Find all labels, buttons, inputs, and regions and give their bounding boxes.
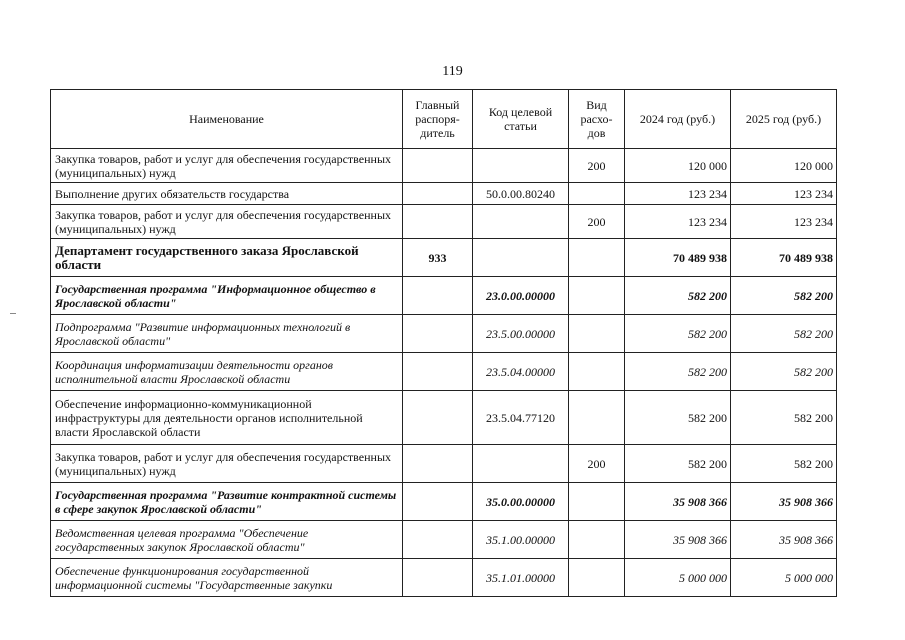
row-amount-2025: 582 200 bbox=[731, 445, 837, 483]
table-header-row bbox=[51, 90, 837, 149]
row-admin bbox=[403, 559, 473, 597]
row-amount-2025: 35 908 366 bbox=[731, 483, 837, 521]
row-code bbox=[473, 205, 569, 239]
row-amount-2025: 5 000 000 bbox=[731, 559, 837, 597]
row-amount-2025: 70 489 938 bbox=[731, 239, 837, 277]
row-amount-2025: 582 200 bbox=[731, 315, 837, 353]
row-name: Обеспечение информационно-коммуникационной инфраструктуры для деятельности органов исполнительной власти Ярославской области bbox=[51, 391, 403, 445]
page-number: 119 bbox=[442, 64, 463, 79]
row-name: Координация информатизации деятельности органов исполнительной власти Ярославской области bbox=[51, 353, 403, 391]
row-kind: 200 bbox=[569, 149, 625, 183]
row-amount-2024: 35 908 366 bbox=[625, 483, 731, 521]
row-code: 23.5.04.00000 bbox=[473, 353, 569, 391]
row-amount-2024: 120 000 bbox=[625, 149, 731, 183]
header-code: Код целевой статьи bbox=[473, 90, 569, 149]
row-name: Закупка товаров, работ и услуг для обеспечения государственных (муниципальных) нужд bbox=[51, 149, 403, 183]
header-2025: 2025 год (руб.) bbox=[731, 90, 837, 149]
row-admin bbox=[403, 277, 473, 315]
row-amount-2024: 582 200 bbox=[625, 277, 731, 315]
row-amount-2024: 582 200 bbox=[625, 445, 731, 483]
header-kind: Вид расхо-дов bbox=[569, 90, 625, 149]
margin-mark bbox=[10, 313, 16, 314]
table-body bbox=[51, 149, 837, 597]
row-name: Закупка товаров, работ и услуг для обеспечения государственных (муниципальных) нужд bbox=[51, 205, 403, 239]
table-row bbox=[51, 445, 837, 483]
row-admin bbox=[403, 205, 473, 239]
row-name: Обеспечение функционирования государственной информационной системы "Государственные закупки bbox=[51, 559, 403, 597]
row-amount-2024: 582 200 bbox=[625, 315, 731, 353]
row-kind bbox=[569, 559, 625, 597]
row-code bbox=[473, 149, 569, 183]
table-row bbox=[51, 205, 837, 239]
row-code: 35.1.01.00000 bbox=[473, 559, 569, 597]
row-amount-2025: 582 200 bbox=[731, 277, 837, 315]
row-amount-2024: 582 200 bbox=[625, 391, 731, 445]
row-name: Выполнение других обязательств государства bbox=[51, 183, 403, 205]
row-kind bbox=[569, 239, 625, 277]
row-kind bbox=[569, 521, 625, 559]
table-row bbox=[51, 391, 837, 445]
row-admin bbox=[403, 315, 473, 353]
row-kind bbox=[569, 183, 625, 205]
table-row bbox=[51, 239, 837, 277]
row-admin bbox=[403, 353, 473, 391]
row-name: Государственная программа "Развитие контрактной системы в сфере закупок Ярославской области" bbox=[51, 483, 403, 521]
row-amount-2025: 120 000 bbox=[731, 149, 837, 183]
row-kind: 200 bbox=[569, 445, 625, 483]
row-name: Закупка товаров, работ и услуг для обеспечения государственных (муниципальных) нужд bbox=[51, 445, 403, 483]
table-row bbox=[51, 277, 837, 315]
row-amount-2025: 35 908 366 bbox=[731, 521, 837, 559]
row-kind bbox=[569, 353, 625, 391]
row-admin bbox=[403, 483, 473, 521]
row-kind bbox=[569, 315, 625, 353]
row-amount-2024: 70 489 938 bbox=[625, 239, 731, 277]
row-name: Подпрограмма "Развитие информационных технологий в Ярославской области" bbox=[51, 315, 403, 353]
row-amount-2024: 35 908 366 bbox=[625, 521, 731, 559]
row-admin bbox=[403, 445, 473, 483]
table-row bbox=[51, 483, 837, 521]
table-row bbox=[51, 353, 837, 391]
row-kind: 200 bbox=[569, 205, 625, 239]
row-code bbox=[473, 445, 569, 483]
row-code: 35.1.00.00000 bbox=[473, 521, 569, 559]
table-row bbox=[51, 521, 837, 559]
row-admin bbox=[403, 521, 473, 559]
row-kind bbox=[569, 277, 625, 315]
row-amount-2024: 582 200 bbox=[625, 353, 731, 391]
row-amount-2025: 123 234 bbox=[731, 183, 837, 205]
row-name: Департамент государственного заказа Ярославской области bbox=[51, 239, 403, 277]
row-kind bbox=[569, 483, 625, 521]
table-row bbox=[51, 149, 837, 183]
row-code: 50.0.00.80240 bbox=[473, 183, 569, 205]
row-admin bbox=[403, 149, 473, 183]
table-row bbox=[51, 183, 837, 205]
row-amount-2025: 582 200 bbox=[731, 353, 837, 391]
row-name: Государственная программа "Информационное общество в Ярославской области" bbox=[51, 277, 403, 315]
row-admin bbox=[403, 391, 473, 445]
header-admin: Главный распоря-дитель bbox=[403, 90, 473, 149]
row-admin bbox=[403, 183, 473, 205]
header-2024: 2024 год (руб.) bbox=[625, 90, 731, 149]
row-kind bbox=[569, 391, 625, 445]
row-code: 35.0.00.00000 bbox=[473, 483, 569, 521]
row-code: 23.0.00.00000 bbox=[473, 277, 569, 315]
row-code bbox=[473, 239, 569, 277]
row-amount-2025: 123 234 bbox=[731, 205, 837, 239]
row-code: 23.5.04.77120 bbox=[473, 391, 569, 445]
table-row bbox=[51, 315, 837, 353]
table-row bbox=[51, 559, 837, 597]
header-name: Наименование bbox=[51, 90, 403, 149]
row-admin: 933 bbox=[403, 239, 473, 277]
row-amount-2024: 123 234 bbox=[625, 205, 731, 239]
row-amount-2024: 5 000 000 bbox=[625, 559, 731, 597]
row-code: 23.5.00.00000 bbox=[473, 315, 569, 353]
row-name: Ведомственная целевая программа "Обеспечение государственных закупок Ярославской области" bbox=[51, 521, 403, 559]
row-amount-2025: 582 200 bbox=[731, 391, 837, 445]
row-amount-2024: 123 234 bbox=[625, 183, 731, 205]
budget-table bbox=[50, 89, 837, 597]
